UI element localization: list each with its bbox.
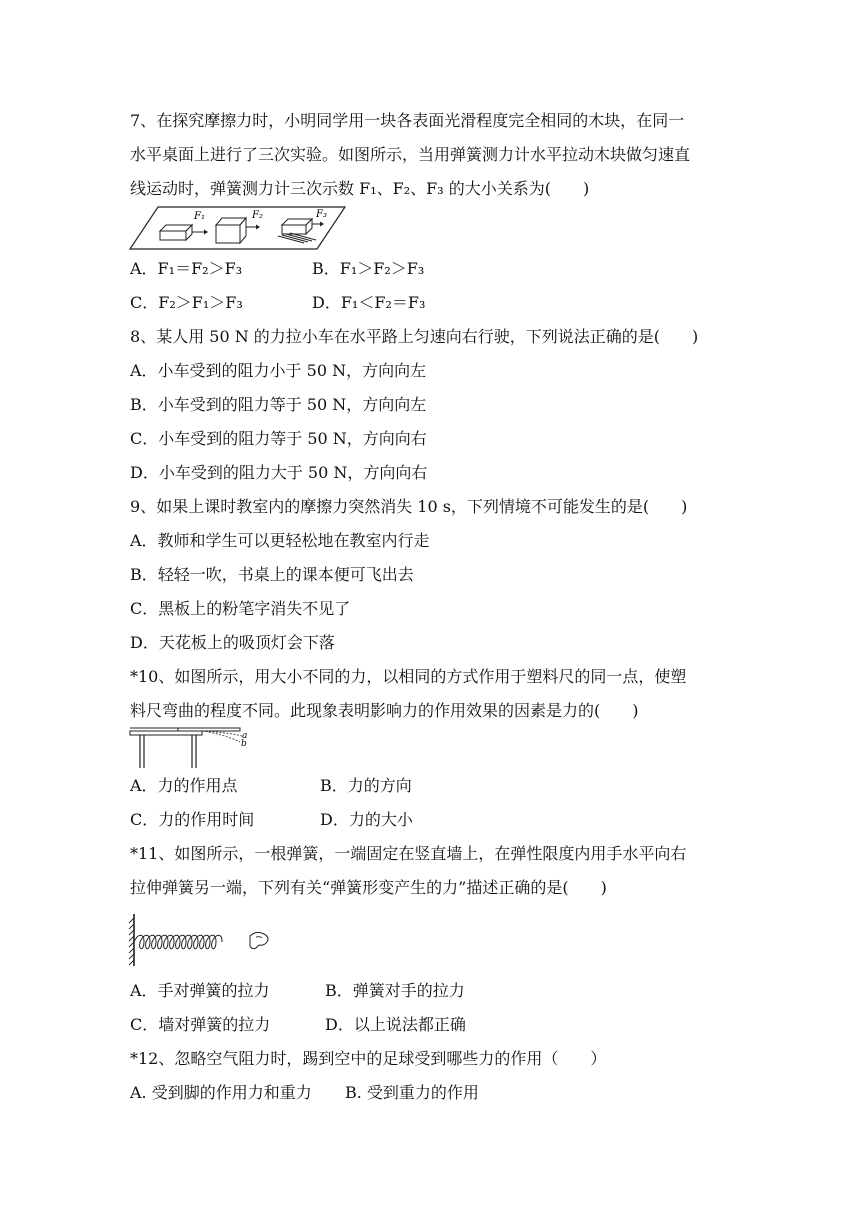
option-11c[interactable]: C．墙对弹簧的拉力 [130, 1015, 271, 1034]
option-10d[interactable]: D．力的大小 [320, 810, 413, 829]
figure-label-f2: F₂ [252, 210, 263, 221]
option-8c[interactable]: C．小车受到的阻力等于 50 N，方向向右 [130, 429, 427, 448]
option-12b[interactable]: B. 受到重力的作用 [345, 1083, 479, 1102]
option-9d[interactable]: D．天花板上的吸顶灯会下落 [130, 633, 335, 652]
ruler-bending-figure [130, 726, 260, 770]
question-12-line-1: *12、忽略空气阻力时，踢到空中的足球受到哪些力的作用（ ） [130, 1049, 607, 1068]
option-11a[interactable]: A．手对弹簧的拉力 [130, 981, 270, 1000]
option-11d[interactable]: D．以上说法都正确 [325, 1015, 466, 1034]
option-7b[interactable]: B．F₁＞F₂＞F₃ [312, 259, 425, 278]
option-11b[interactable]: B．弹簧对手的拉力 [325, 981, 465, 1000]
figure-label-b: b [241, 739, 247, 749]
question-10-line-2: 料尺弯曲的程度不同。此现象表明影响力的作用效果的因素是力的( ) [130, 701, 639, 720]
option-10c[interactable]: C．力的作用时间 [130, 810, 255, 829]
question-11-line-2: 拉伸弹簧另一端，下列有关“弹簧形变产生的力”描述正确的是( ) [130, 878, 607, 897]
question-7-line-2: 水平桌面上进行了三次实验。如图所示，当用弹簧测力计水平拉动木块做匀速直 [130, 145, 691, 164]
option-7a[interactable]: A．F₁＝F₂＞F₃ [130, 259, 243, 278]
question-11-line-1: *11、如图所示，一根弹簧，一端固定在竖直墙上，在弹性限度内用手水平向右 [130, 844, 687, 863]
option-10b[interactable]: B．力的方向 [320, 776, 412, 795]
spring-wall-figure [128, 912, 273, 968]
friction-experiment-figure [128, 205, 348, 251]
question-7-line-1: 7、在探究摩擦力时，小明同学用一块各表面光滑程度完全相同的木块，在同一 [130, 111, 685, 130]
option-8a[interactable]: A．小车受到的阻力小于 50 N，方向向左 [130, 361, 427, 380]
option-9b[interactable]: B．轻轻一吹，书桌上的课本便可飞出去 [130, 565, 414, 584]
figure-label-a: a [242, 731, 248, 741]
option-7d[interactable]: D．F₁＜F₂＝F₃ [312, 293, 426, 312]
option-7c[interactable]: C．F₂＞F₁＞F₃ [130, 293, 243, 312]
option-9c[interactable]: C．黑板上的粉笔字消失不见了 [130, 599, 351, 618]
question-7-line-3: 线运动时，弹簧测力计三次示数 F₁、F₂、F₃ 的大小关系为( ) [130, 179, 590, 198]
question-8-line-1: 8、某人用 50 N 的力拉小车在水平路上匀速向右行驶，下列说法正确的是( ) [130, 327, 699, 346]
option-8d[interactable]: D．小车受到的阻力大于 50 N，方向向右 [130, 463, 428, 482]
option-10a[interactable]: A．力的作用点 [130, 776, 238, 795]
figure-label-f3: F₃ [316, 209, 327, 220]
question-9-line-1: 9、如果上课时教室内的摩擦力突然消失 10 s，下列情境不可能发生的是( ) [130, 497, 688, 516]
option-12a[interactable]: A. 受到脚的作用力和重力 [130, 1083, 312, 1102]
figure-label-f1: F₁ [194, 211, 205, 222]
option-8b[interactable]: B．小车受到的阻力等于 50 N，方向向左 [130, 395, 427, 414]
option-9a[interactable]: A．教师和学生可以更轻松地在教室内行走 [130, 531, 430, 550]
question-10-line-1: *10、如图所示，用大小不同的力，以相同的方式作用于塑料尺的同一点，使塑 [130, 667, 687, 686]
